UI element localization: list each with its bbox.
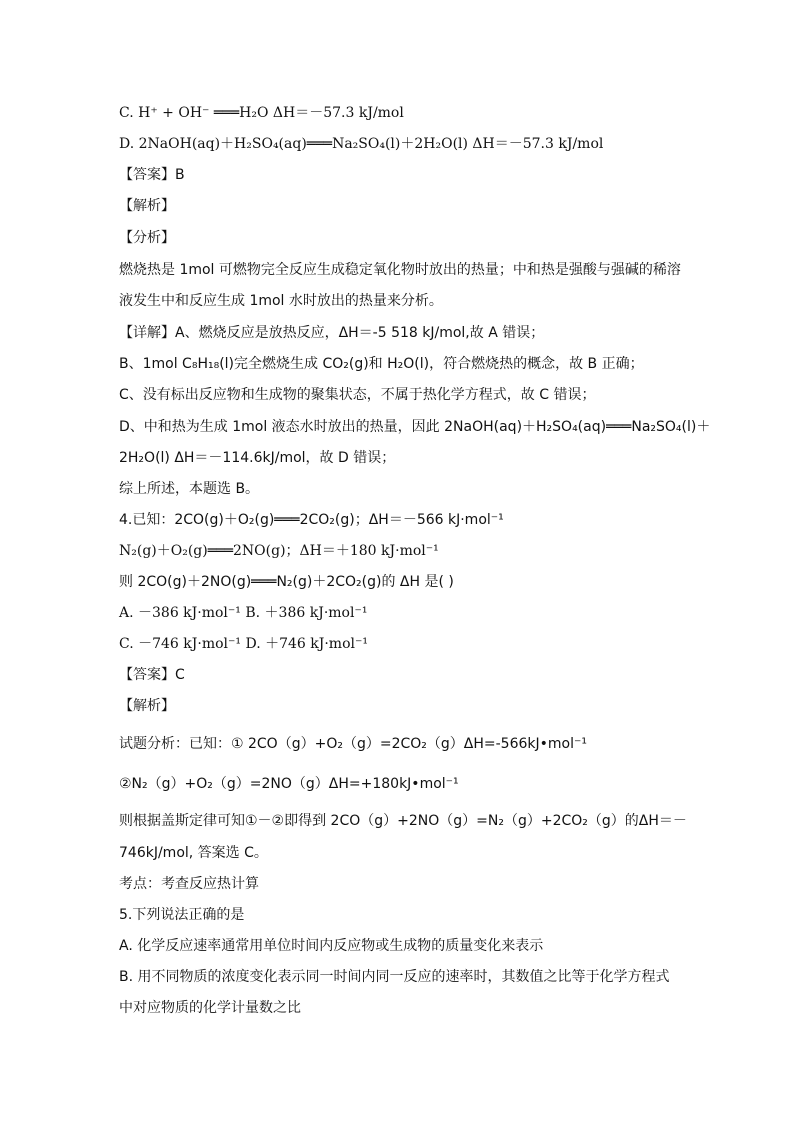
answer-label: 【答案】C	[119, 667, 185, 683]
analysis-label: 【分析】	[119, 230, 175, 246]
analysis-text-line: 746kJ/mol, 答案选 C。	[119, 845, 268, 861]
answer-label: 【答案】B	[119, 167, 185, 183]
test-point-line: 考点：考查反应热计算	[119, 876, 259, 892]
explanation-label: 【解析】	[119, 198, 175, 214]
detail-line-b: B、1mol C₈H₁₈(l)完全燃烧生成 CO₂(g)和 H₂O(l)，符合燃烧热的概念，故 B 正确；	[119, 356, 644, 372]
analysis-text-line: ②N₂（g）+O₂（g）=2NO（g）ΔH=+180kJ•mol⁻¹	[119, 776, 459, 792]
question-5-option-b: B. 用不同物质的浓度变化表示同一时间内同一反应的速率时，其数值之比等于化学方程式	[119, 969, 670, 985]
question-4-equation: N₂(g)＋O₂(g)═══2NO(g)；ΔH＝＋180 kJ·mol⁻¹	[119, 543, 439, 559]
analysis-text-line: 液发生中和反应生成 1mol 水时放出的热量来分析。	[119, 293, 443, 309]
question-5-option-b-continued: 中对应物质的化学计量数之比	[119, 1000, 301, 1016]
detail-line-c: C、没有标出反应物和生成物的聚集状态，不属于热化学方程式，故 C 错误；	[119, 387, 596, 403]
option-c-line: C. H⁺ + OH⁻ ═══H₂O ΔH＝－57.3 kJ/mol	[119, 105, 404, 121]
detail-line-d-continued: 2H₂O(l) ΔH＝－114.6kJ/mol，故 D 错误；	[119, 450, 396, 466]
analysis-text-line: 试题分析：已知：① 2CO（g）+O₂（g）=2CO₂（g）ΔH=-566kJ•mol⁻¹	[119, 736, 587, 752]
detail-line-a: 【详解】A、燃烧反应是放热反应，ΔH＝-5 518 kJ/mol,故 A 错误；	[119, 325, 545, 341]
analysis-text-line: 燃烧热是 1mol 可燃物完全反应生成稳定氧化物时放出的热量；中和热是强酸与强碱的稀溶	[119, 262, 681, 278]
analysis-text-line: 则根据盖斯定律可知①－②即得到 2CO（g）+2NO（g）=N₂（g）+2CO₂（g）的ΔH＝－	[119, 813, 687, 829]
question-5-stem: 5.下列说法正确的是	[119, 907, 245, 923]
question-4-prompt: 则 2CO(g)＋2NO(g)═══N₂(g)＋2CO₂(g)的 ΔH 是( )	[119, 574, 454, 590]
question-4-stem: 4.已知：2CO(g)＋O₂(g)═══2CO₂(g)；ΔH＝－566 kJ·mol⁻¹	[119, 512, 504, 528]
question-4-options-cd: C. －746 kJ·mol⁻¹ D. ＋746 kJ·mol⁻¹	[119, 636, 368, 652]
question-4-options-ab: A. －386 kJ·mol⁻¹ B. ＋386 kJ·mol⁻¹	[119, 605, 368, 621]
question-5-option-a: A. 化学反应速率通常用单位时间内反应物或生成物的质量变化来表示	[119, 938, 544, 954]
option-d-line: D. 2NaOH(aq)＋H₂SO₄(aq)═══Na₂SO₄(l)＋2H₂O(l) ΔH＝－57.3 kJ/mol	[119, 136, 604, 152]
explanation-label: 【解析】	[119, 698, 175, 714]
detail-line-d: D、中和热为生成 1mol 液态水时放出的热量，因此 2NaOH(aq)＋H₂SO₄(aq)═══Na₂SO₄(l)＋	[119, 419, 711, 435]
summary-line: 综上所述，本题选 B。	[119, 481, 260, 497]
